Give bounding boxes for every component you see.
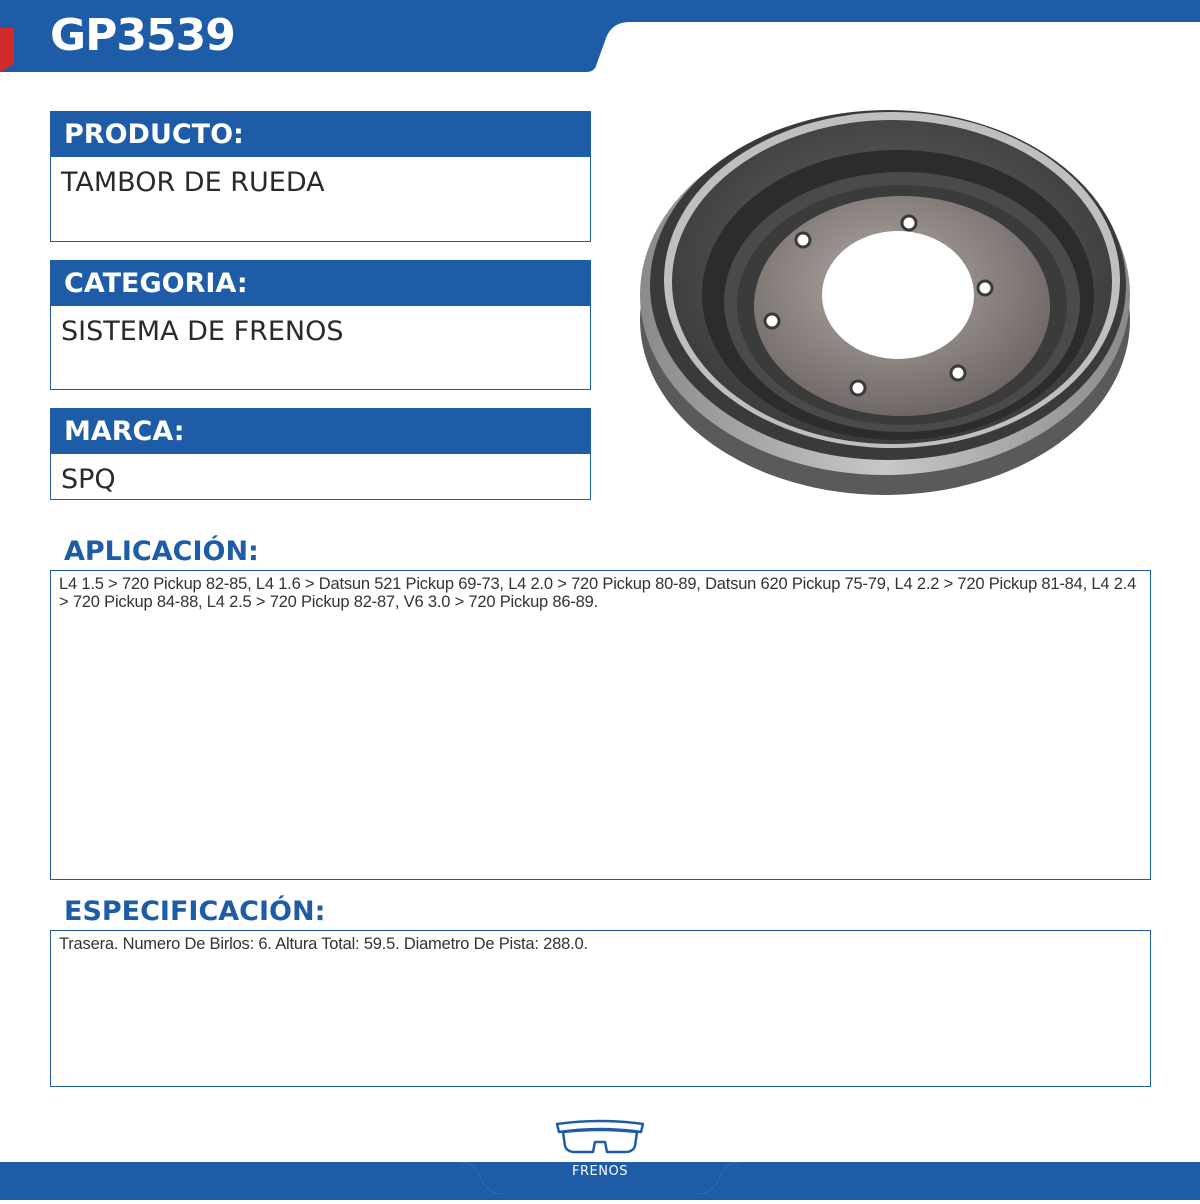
marca-label: MARCA:: [50, 408, 591, 454]
categoria-label: CATEGORIA:: [50, 260, 591, 306]
brake-drum-image: [640, 70, 1140, 500]
producto-value: TAMBOR DE RUEDA: [50, 157, 591, 242]
aplicacion-title: APLICACIÓN:: [64, 536, 259, 567]
part-number-title: GP3539: [50, 10, 235, 61]
aplicacion-text: L4 1.5 > 720 Pickup 82-85, L4 1.6 > Datsun 521 Pickup 69-73, L4 2.0 > 720 Pickup 80-89, Datsun 620 Pickup 75-79, L4 2.2 > 720 Pickup 81-84, L4 2.4 > 720 Pickup 84-88, L4 2.5 > 720 Pickup 82-87, V6 3.0 > 720 Pickup 86-89.: [50, 570, 1151, 880]
especificacion-text: Trasera. Numero De Birlos: 6. Altura Total: 59.5. Diametro De Pista: 288.0.: [50, 930, 1151, 1087]
especificacion-title: ESPECIFICACIÓN:: [64, 896, 326, 927]
footer-category-label: FRENOS: [572, 1164, 628, 1179]
brake-pad-icon: [555, 1116, 645, 1156]
producto-label: PRODUCTO:: [50, 111, 591, 157]
marca-value: SPQ: [50, 454, 591, 500]
categoria-value: SISTEMA DE FRENOS: [50, 306, 591, 390]
